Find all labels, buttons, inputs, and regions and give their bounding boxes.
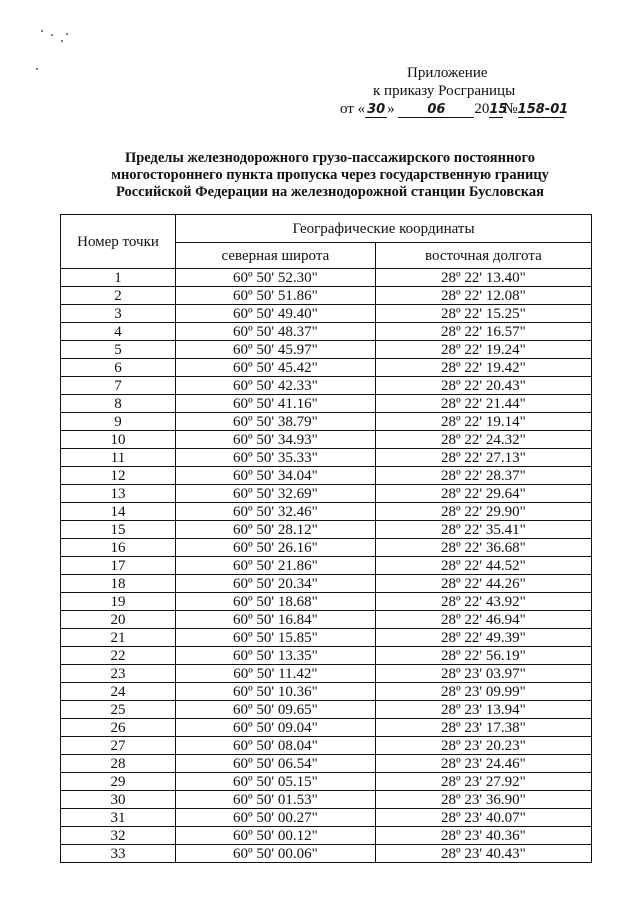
latitude-cell: 60º 50' 18.68" xyxy=(176,593,376,611)
longitude-cell: 28º 22' 28.37" xyxy=(375,467,591,485)
latitude-cell: 60º 50' 32.69" xyxy=(176,485,376,503)
point-number-cell: 16 xyxy=(61,539,176,557)
point-number-cell: 30 xyxy=(61,791,176,809)
latitude-cell: 60º 50' 16.84" xyxy=(176,611,376,629)
point-number-cell: 21 xyxy=(61,629,176,647)
latitude-cell: 60º 50' 15.85" xyxy=(176,629,376,647)
point-number-cell: 3 xyxy=(61,305,176,323)
document-title xyxy=(80,150,580,201)
latitude-cell: 60º 50' 49.40" xyxy=(176,305,376,323)
point-number-cell: 8 xyxy=(61,395,176,413)
point-number-cell: 12 xyxy=(61,467,176,485)
latitude-cell: 60º 50' 10.36" xyxy=(176,683,376,701)
point-number-cell: 19 xyxy=(61,593,176,611)
latitude-cell: 60º 50' 28.12" xyxy=(176,521,376,539)
table-row xyxy=(61,701,592,719)
latitude-cell: 60º 50' 08.04" xyxy=(176,737,376,755)
table-row xyxy=(61,827,592,845)
table-row xyxy=(61,755,592,773)
table-row xyxy=(61,647,592,665)
longitude-cell: 28º 22' 27.13" xyxy=(375,449,591,467)
point-number-cell: 22 xyxy=(61,647,176,665)
point-number-cell: 9 xyxy=(61,413,176,431)
latitude-cell: 60º 50' 34.04" xyxy=(176,467,376,485)
longitude-cell: 28º 22' 15.25" xyxy=(375,305,591,323)
longitude-cell: 28º 22' 20.43" xyxy=(375,377,591,395)
point-number-cell: 5 xyxy=(61,341,176,359)
longitude-cell: 28º 22' 49.39" xyxy=(375,629,591,647)
table-row xyxy=(61,431,592,449)
latitude-cell: 60º 50' 09.65" xyxy=(176,701,376,719)
longitude-cell: 28º 23' 27.92" xyxy=(375,773,591,791)
point-number-cell: 18 xyxy=(61,575,176,593)
longitude-cell: 28º 23' 03.97" xyxy=(375,665,591,683)
latitude-cell: 60º 50' 38.79" xyxy=(176,413,376,431)
table-row xyxy=(61,269,592,287)
order-reference: к приказу Росграницы xyxy=(373,83,516,99)
header-latitude: северная широта xyxy=(176,243,376,269)
longitude-cell: 28º 22' 36.68" xyxy=(375,539,591,557)
longitude-cell: 28º 22' 29.90" xyxy=(375,503,591,521)
longitude-cell: 28º 22' 44.26" xyxy=(375,575,591,593)
table-row xyxy=(61,413,592,431)
handwritten-order-number: 158-01 xyxy=(517,102,569,117)
table-row xyxy=(61,539,592,557)
longitude-cell: 28º 22' 46.94" xyxy=(375,611,591,629)
point-number-cell: 25 xyxy=(61,701,176,719)
point-number-cell: 17 xyxy=(61,557,176,575)
latitude-cell: 60º 50' 26.16" xyxy=(176,539,376,557)
longitude-cell: 28º 22' 19.24" xyxy=(375,341,591,359)
header-point-number: Номер точки xyxy=(61,215,176,269)
table-row xyxy=(61,737,592,755)
longitude-cell: 28º 22' 24.32" xyxy=(375,431,591,449)
point-number-cell: 13 xyxy=(61,485,176,503)
order-date-number xyxy=(340,100,569,118)
point-number-cell: 31 xyxy=(61,809,176,827)
table-row xyxy=(61,359,592,377)
longitude-cell: 28º 22' 16.57" xyxy=(375,323,591,341)
latitude-cell: 60º 50' 00.27" xyxy=(176,809,376,827)
table-row xyxy=(61,719,592,737)
point-number-cell: 11 xyxy=(61,449,176,467)
longitude-cell: 28º 22' 19.42" xyxy=(375,359,591,377)
point-number-cell: 33 xyxy=(61,845,176,863)
point-number-cell: 28 xyxy=(61,755,176,773)
latitude-cell: 60º 50' 11.42" xyxy=(176,665,376,683)
table-row xyxy=(61,341,592,359)
year-prefix: 20 xyxy=(474,101,490,117)
longitude-cell: 28º 23' 40.36" xyxy=(375,827,591,845)
table-row xyxy=(61,791,592,809)
longitude-cell: 28º 22' 35.41" xyxy=(375,521,591,539)
point-number-cell: 10 xyxy=(61,431,176,449)
longitude-cell: 28º 22' 21.44" xyxy=(375,395,591,413)
table-row xyxy=(61,593,592,611)
longitude-cell: 28º 22' 13.40" xyxy=(375,269,591,287)
header-longitude: восточная долгота xyxy=(375,243,591,269)
latitude-cell: 60º 50' 48.37" xyxy=(176,323,376,341)
table-row xyxy=(61,323,592,341)
header-geographic-coordinates: Географические координаты xyxy=(176,215,592,243)
latitude-cell: 60º 50' 20.34" xyxy=(176,575,376,593)
latitude-cell: 60º 50' 45.97" xyxy=(176,341,376,359)
table-row xyxy=(61,773,592,791)
longitude-cell: 28º 23' 09.99" xyxy=(375,683,591,701)
table-row xyxy=(61,503,592,521)
longitude-cell: 28º 22' 43.92" xyxy=(375,593,591,611)
point-number-cell: 15 xyxy=(61,521,176,539)
table-row xyxy=(61,521,592,539)
coordinates-table xyxy=(60,214,592,863)
longitude-cell: 28º 22' 12.08" xyxy=(375,287,591,305)
table-row xyxy=(61,629,592,647)
point-number-cell: 4 xyxy=(61,323,176,341)
latitude-cell: 60º 50' 42.33" xyxy=(176,377,376,395)
latitude-cell: 60º 50' 09.04" xyxy=(176,719,376,737)
latitude-cell: 60º 50' 51.86" xyxy=(176,287,376,305)
point-number-cell: 2 xyxy=(61,287,176,305)
table-row xyxy=(61,611,592,629)
longitude-cell: 28º 22' 29.64" xyxy=(375,485,591,503)
longitude-cell: 28º 22' 44.52" xyxy=(375,557,591,575)
longitude-cell: 28º 23' 24.46" xyxy=(375,755,591,773)
title-line-1: Пределы железнодорожного грузо-пассажирского постоянного xyxy=(124,150,536,166)
latitude-cell: 60º 50' 34.93" xyxy=(176,431,376,449)
latitude-cell: 60º 50' 00.06" xyxy=(176,845,376,863)
table-row xyxy=(61,665,592,683)
point-number-cell: 7 xyxy=(61,377,176,395)
point-number-cell: 1 xyxy=(61,269,176,287)
table-row xyxy=(61,485,592,503)
longitude-cell: 28º 23' 36.90" xyxy=(375,791,591,809)
longitude-cell: 28º 23' 40.07" xyxy=(375,809,591,827)
latitude-cell: 60º 50' 05.15" xyxy=(176,773,376,791)
table-row xyxy=(61,377,592,395)
latitude-cell: 60º 50' 13.35" xyxy=(176,647,376,665)
title-line-2: многостороннего пункта пропуска через государственную границу xyxy=(111,167,549,183)
point-number-cell: 32 xyxy=(61,827,176,845)
latitude-cell: 60º 50' 41.16" xyxy=(176,395,376,413)
table-row xyxy=(61,845,592,863)
latitude-cell: 60º 50' 21.86" xyxy=(176,557,376,575)
latitude-cell: 60º 50' 32.46" xyxy=(176,503,376,521)
handwritten-month: 06 xyxy=(398,103,474,118)
table-row xyxy=(61,395,592,413)
table-body xyxy=(61,269,592,863)
point-number-cell: 24 xyxy=(61,683,176,701)
point-number-cell: 14 xyxy=(61,503,176,521)
table-row xyxy=(61,305,592,323)
title-line-3: Российской Федерации на железнодорожной станции Бусловская xyxy=(115,184,545,200)
longitude-cell: 28º 22' 56.19" xyxy=(375,647,591,665)
table-row xyxy=(61,467,592,485)
appendix-title: Приложение xyxy=(407,65,488,81)
number-sign: № xyxy=(503,101,518,117)
table-row xyxy=(61,287,592,305)
longitude-cell: 28º 23' 40.43" xyxy=(375,845,591,863)
point-number-cell: 20 xyxy=(61,611,176,629)
table-row xyxy=(61,683,592,701)
table-row xyxy=(61,557,592,575)
table-row xyxy=(61,449,592,467)
longitude-cell: 28º 23' 17.38" xyxy=(375,719,591,737)
point-number-cell: 27 xyxy=(61,737,176,755)
latitude-cell: 60º 50' 52.30" xyxy=(176,269,376,287)
longitude-cell: 28º 22' 19.14" xyxy=(375,413,591,431)
latitude-cell: 60º 50' 01.53" xyxy=(176,791,376,809)
latitude-cell: 60º 50' 45.42" xyxy=(176,359,376,377)
point-number-cell: 29 xyxy=(61,773,176,791)
date-close-quote: » xyxy=(387,101,395,117)
longitude-cell: 28º 23' 13.94" xyxy=(375,701,591,719)
point-number-cell: 26 xyxy=(61,719,176,737)
date-prefix: от « xyxy=(340,101,366,117)
table-row xyxy=(61,809,592,827)
longitude-cell: 28º 23' 20.23" xyxy=(375,737,591,755)
latitude-cell: 60º 50' 35.33" xyxy=(176,449,376,467)
latitude-cell: 60º 50' 06.54" xyxy=(176,755,376,773)
handwritten-day: 30 xyxy=(367,102,386,117)
table-row xyxy=(61,575,592,593)
point-number-cell: 23 xyxy=(61,665,176,683)
handwritten-year: 15 xyxy=(489,102,508,117)
point-number-cell: 6 xyxy=(61,359,176,377)
latitude-cell: 60º 50' 00.12" xyxy=(176,827,376,845)
